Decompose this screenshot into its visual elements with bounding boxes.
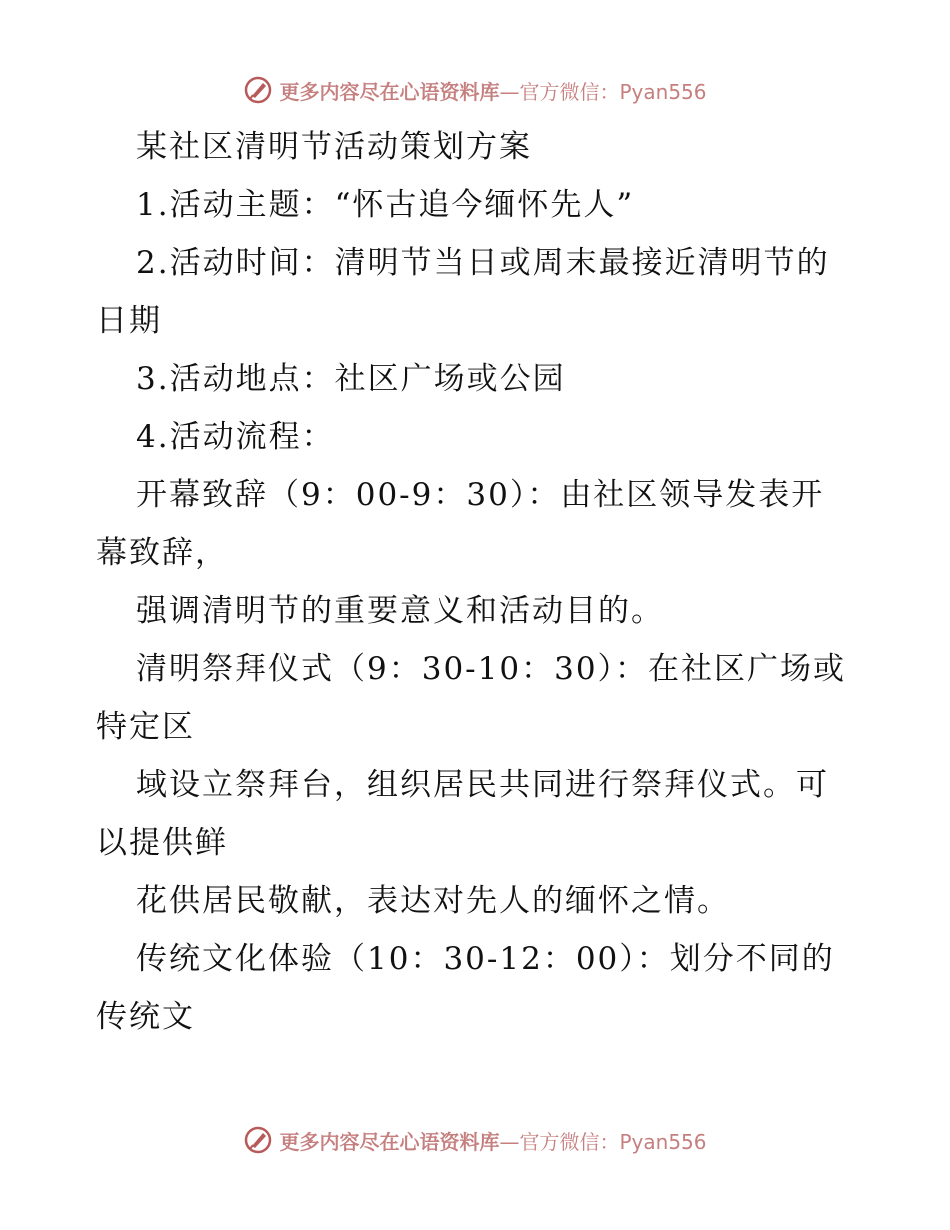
text-line: 强调清明节的重要意义和活动目的。 <box>136 593 664 629</box>
text-line: 传统文化体验（10：30-12：00）：划分不同的 <box>136 941 835 977</box>
watermark-wechat-label: 官方微信： <box>519 79 620 104</box>
quill-seal-icon <box>243 75 273 105</box>
watermark-main-text: 更多内容尽在心语资料库 <box>279 79 500 104</box>
text-line: 2.活动时间：清明节当日或周末最接近清明节的 <box>136 245 830 281</box>
text-line: 开幕致辞（9：00-9：30）：由社区领导发表开 <box>136 477 825 513</box>
document-title: 某社区清明节活动策划方案 <box>136 129 532 165</box>
watermark-separator: — <box>499 1129 520 1154</box>
quill-seal-icon <box>243 1125 273 1155</box>
text-line: 清明祭拜仪式（9：30-10：30）：在社区广场或 <box>136 651 847 687</box>
watermark-wechat-id: Pyan556 <box>619 1129 707 1154</box>
watermark-main-text: 更多内容尽在心语资料库 <box>279 1129 500 1154</box>
document-body <box>96 118 856 1046</box>
footer-watermark <box>0 1120 950 1160</box>
text-line: 4.活动流程： <box>136 419 335 455</box>
text-line: 以提供鲜 <box>96 825 228 861</box>
header-watermark <box>0 70 950 110</box>
text-line: 花供居民敬献，表达对先人的缅怀之情。 <box>136 883 730 919</box>
watermark-wechat-label: 官方微信： <box>519 1129 620 1154</box>
text-line: 传统文 <box>96 999 195 1035</box>
watermark-separator: — <box>499 79 520 104</box>
text-line: 1.活动主题：“怀古追今缅怀先人” <box>136 187 635 223</box>
text-line: 3.活动地点：社区广场或公园 <box>136 361 566 397</box>
watermark-wechat-id: Pyan556 <box>619 79 707 104</box>
text-line: 域设立祭拜台，组织居民共同进行祭拜仪式。可 <box>136 767 829 803</box>
text-line: 日期 <box>96 303 162 339</box>
text-line: 特定区 <box>96 709 195 745</box>
text-line: 幕致辞， <box>96 535 228 571</box>
